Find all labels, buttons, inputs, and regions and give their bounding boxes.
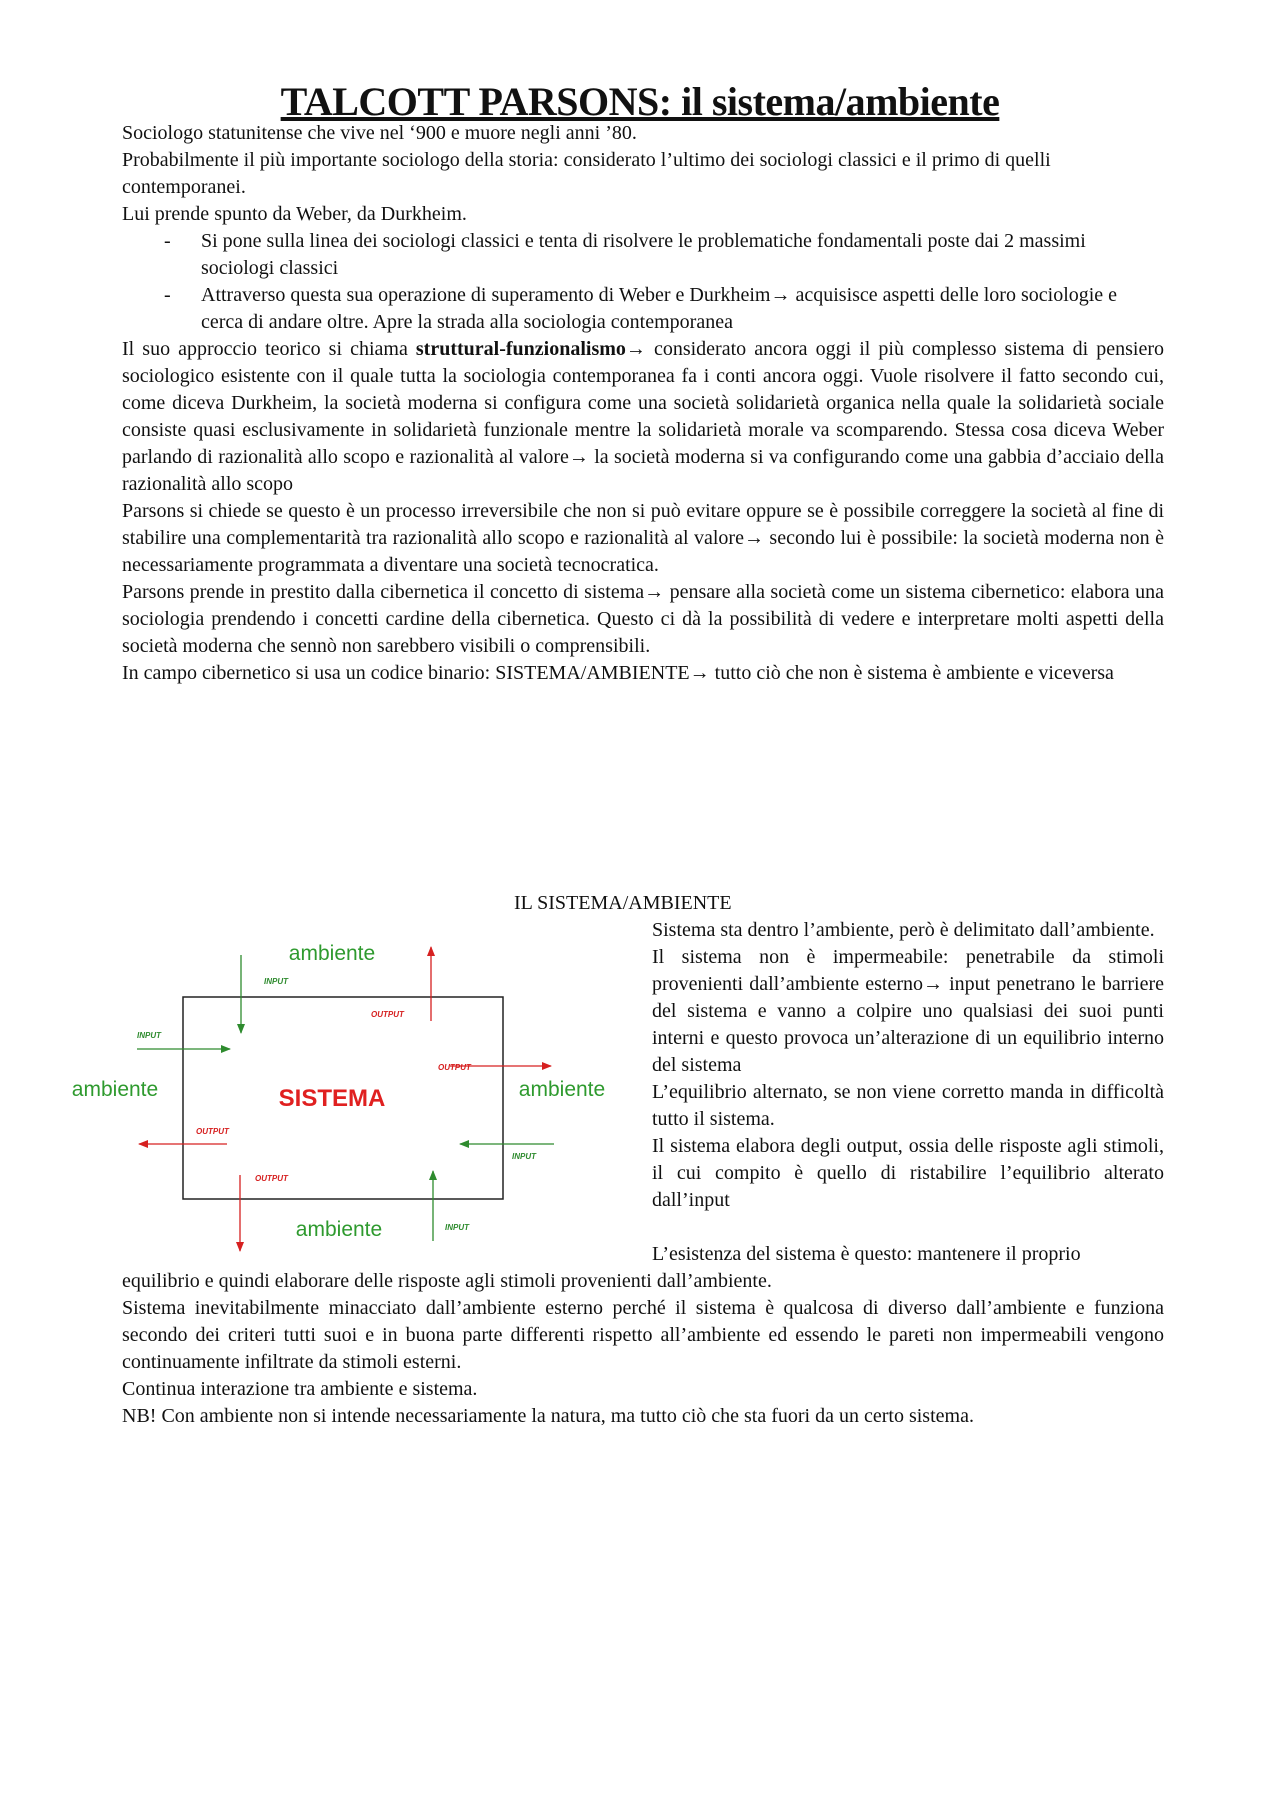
ambiente-right-label: ambiente [518, 1078, 606, 1101]
paragraph: Probabilmente il più importante sociologo della storia: considerato l’ultimo dei sociologi classici e il primo di quelli contemporanei. [122, 149, 1051, 198]
paragraph: L’esistenza del sistema è questo: mantenere il proprio [652, 1243, 1081, 1265]
input-label: INPUT [445, 1223, 469, 1232]
paragraph: equilibrio e quindi elaborare delle risposte agli stimoli provenienti dall’ambiente. [122, 1270, 772, 1292]
ambiente-left-label: ambiente [71, 1078, 159, 1101]
paragraph: Il sistema elabora degli output, ossia delle risposte agli stimoli, il cui compito è quello di ristabilire l’equilibrio alterato dall’input [652, 1135, 1164, 1211]
ambiente-bottom-label: ambiente [295, 1218, 383, 1241]
bullet-list [122, 228, 1164, 336]
paragraph: Continua interazione tra ambiente e sistema. [122, 1378, 478, 1400]
output-label: OUTPUT [196, 1127, 229, 1136]
input-label: INPUT [137, 1031, 161, 1040]
paragraph: Sociologo statunitense che vive nel ‘900 e muore negli anni ’80. [122, 122, 637, 144]
paragraph: Sistema inevitabilmente minacciato dall’ambiente esterno perché il sistema è qualcosa di diverso dall’ambiente e funziona secondo dei criteri tutti suoi e in buona parte differenti rispetto all’ambiente ed essendo le pareti non impermeabili vengono continuamente infiltrate da stimoli esterni. [122, 1297, 1164, 1373]
input-label: INPUT [264, 977, 288, 986]
paragraph: In campo cibernetico si usa un codice binario: SISTEMA/AMBIENTE→ tutto ciò che non è sistema è ambiente e viceversa [122, 662, 1114, 684]
paragraph: Sistema sta dentro l’ambiente, però è delimitato dall’ambiente. [652, 919, 1155, 941]
conclusion-section [122, 1241, 1164, 1430]
output-label: OUTPUT [438, 1063, 471, 1072]
diagram-explanation [652, 917, 1164, 1214]
paragraph: NB! Con ambiente non si intende necessariamente la natura, ma tutto ciò che sta fuori da un certo sistema. [122, 1405, 974, 1427]
ambiente-top-label: ambiente [288, 942, 376, 965]
section-heading: IL SISTEMA/AMBIENTE [514, 892, 732, 914]
paragraph: Parsons si chiede se questo è un processo irreversibile che non si può evitare oppure se è possibile correggere la società al fine di stabilire una complementarità tra razionalità allo scopo e razionalità al valore→ secondo lui è possibile: la società moderna non è necessariamente programmata a diventare una società tecnocratica. [122, 500, 1164, 576]
paragraph: Parsons prende in prestito dalla cibernetica il concetto di sistema→ pensare alla società come un sistema cibernetico: elabora una sociologia prendendo i concetti cardine della cibernetica. Questo ci dà la possibilità di vedere e interpretare molti aspetti della società moderna che sennò non sarebbero visibili o comprensibili. [122, 581, 1164, 657]
paragraph: Lui prende spunto da Weber, da Durkheim. [122, 203, 467, 225]
page-title: TALCOTT PARSONS: il sistema/ambiente [280, 79, 1000, 124]
bold-term: struttural-funzionalismo [415, 338, 626, 360]
sistema-label: SISTEMA [278, 1085, 386, 1112]
paragraph: L’equilibrio alternato, se non viene corretto manda in difficoltà tutto il sistema. [652, 1081, 1164, 1130]
system-environment-diagram [60, 925, 620, 1255]
output-label: OUTPUT [255, 1174, 288, 1183]
paragraph: Il sistema non è impermeabile: penetrabile da stimoli provenienti dall’ambiente esterno→ input penetrano le barriere del sistema e vanno a colpire uno qualsiasi dei suoi punti interni e questo provoca un’alterazione di un equilibrio interno del sistema [652, 946, 1164, 1076]
intro-section [122, 120, 1164, 687]
output-label: OUTPUT [371, 1010, 404, 1019]
list-item: - Si pone sulla linea dei sociologi classici e tenta di risolvere le problematiche fondamentali poste dai 2 massimi sociologi classici [164, 230, 1086, 279]
list-item: - Attraverso questa sua operazione di superamento di Weber e Durkheim→ acquisisce aspetti delle loro sociologie e cerca di andare oltre. Apre la strada alla sociologia contemporanea [164, 284, 1118, 333]
paragraph: Il suo approccio teorico si chiama struttural-funzionalismo→ considerato ancora oggi il più complesso sistema di pensiero sociologico esistente con il quale tutta la sociologia contemporanea fa i conti ancora oggi. Vuole risolvere il fatto secondo cui, come diceva Durkheim, la società moderna si configura come una società solidarietà organica nella quale la solidarietà sociale consiste quasi esclusivamente in solidarietà funzionale mentre la solidarietà morale va scomparendo. Stessa cosa diceva Weber parlando di razionalità allo scopo e razionalità al valore→ la società moderna si va configurando come una gabbia d’acciaio della razionalità allo scopo [122, 338, 1164, 495]
input-label: INPUT [512, 1152, 536, 1161]
